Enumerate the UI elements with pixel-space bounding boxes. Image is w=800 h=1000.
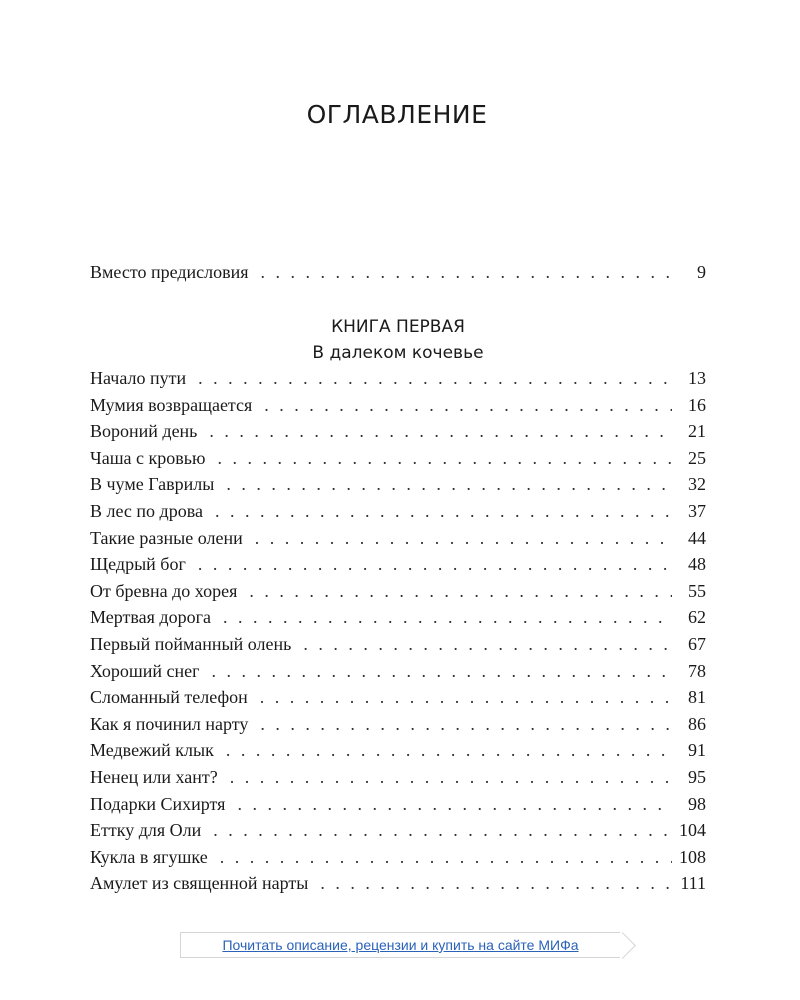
arrow-shape — [609, 932, 636, 959]
toc-entry-title: Медвежий клык — [90, 740, 214, 761]
toc-entry[interactable] — [90, 528, 706, 552]
toc-entry[interactable] — [90, 740, 706, 764]
toc-entry-title: В лес по дрова — [90, 501, 203, 521]
leader-dots — [249, 581, 672, 602]
toc-entry-page: 98 — [688, 793, 706, 814]
toc-entry-title: Вороний день — [90, 421, 198, 442]
toc-entry-page: 91 — [688, 740, 706, 761]
toc-entry-page: 37 — [688, 501, 706, 521]
leader-dots — [260, 714, 672, 735]
leader-dots — [220, 847, 672, 868]
toc-entry[interactable] — [90, 368, 706, 392]
toc-entry-page: 21 — [688, 421, 706, 442]
buy-link[interactable]: Почитать описание, рецензии и купить на сайте МИФа — [222, 937, 579, 953]
toc-entry-page: 81 — [688, 687, 706, 708]
leader-dots — [209, 421, 672, 442]
toc-entry[interactable] — [90, 421, 706, 445]
book-title: КНИГА ПЕРВАЯ — [331, 317, 465, 337]
toc-entry-title: Хороший снег — [90, 660, 200, 681]
toc-entry-title: В чуме Гаврилы — [90, 474, 215, 495]
toc-entry-title: Подарки Сихиртя — [90, 793, 226, 814]
toc-entry[interactable] — [90, 714, 706, 738]
toc-entry-page: 16 — [688, 394, 706, 415]
toc-entry-page: 111 — [680, 873, 706, 894]
toc-entry-page: 32 — [688, 474, 706, 495]
toc-entry[interactable] — [90, 794, 706, 818]
toc-entry-page: 67 — [688, 634, 706, 654]
toc-entry[interactable] — [90, 634, 706, 658]
footer-link-box[interactable] — [180, 932, 620, 958]
toc-entry-page: 86 — [688, 713, 706, 734]
toc-entry[interactable] — [90, 820, 706, 844]
toc-entry[interactable] — [90, 474, 706, 498]
leader-dots — [223, 607, 672, 628]
leader-dots — [255, 528, 672, 549]
leader-dots — [237, 794, 672, 815]
toc-entry[interactable] — [90, 767, 706, 791]
toc-entry-title: Амулет из священной нарты — [90, 873, 309, 894]
toc-entry-page: 78 — [688, 660, 706, 681]
toc-entry-title: Сломанный телефон — [90, 687, 248, 708]
leader-dots — [198, 554, 672, 575]
leader-dots — [261, 262, 672, 283]
leader-dots — [230, 767, 672, 788]
toc-entry-page: 13 — [688, 368, 706, 388]
toc-entry[interactable] — [90, 448, 706, 472]
toc-entry[interactable] — [90, 661, 706, 685]
toc-entry[interactable] — [90, 607, 706, 631]
toc-entry[interactable] — [90, 501, 706, 525]
toc-entry-title: Начало пути — [90, 368, 187, 388]
toc-entry-title: Мертвая дорога — [90, 607, 211, 628]
leader-dots — [260, 687, 672, 708]
toc-entry-preface[interactable] — [90, 262, 706, 286]
toc-entry[interactable] — [90, 873, 706, 897]
leader-dots — [212, 661, 673, 682]
toc-entry-page: 25 — [688, 447, 706, 468]
toc-entry[interactable] — [90, 581, 706, 605]
toc-entry-title: Еттку для Оли — [90, 820, 202, 841]
toc-entry-page: 55 — [688, 580, 706, 601]
toc-entry-page: 9 — [697, 262, 706, 282]
toc-entry-title: Мумия возвращается — [90, 394, 253, 415]
toc-entry[interactable] — [90, 687, 706, 711]
leader-dots — [213, 820, 672, 841]
leader-dots — [198, 368, 672, 389]
toc-entry-title: Ненец или хант? — [90, 767, 218, 787]
leader-dots — [264, 395, 672, 416]
toc-entry-title: От бревна до хорея — [90, 580, 238, 601]
toc-entry-page: 104 — [679, 820, 706, 841]
toc-entry[interactable] — [90, 847, 706, 871]
book-subtitle: В далеком кочевье — [312, 343, 484, 363]
toc-entry-title: Первый пойманный олень — [90, 634, 292, 654]
leader-dots — [217, 448, 672, 469]
leader-dots — [226, 740, 672, 761]
toc-entry-title: Такие разные олени — [90, 527, 243, 548]
toc-entry-title: Как я починил нарту — [90, 713, 249, 734]
toc-entry-page: 62 — [688, 607, 706, 628]
leader-dots — [226, 474, 672, 495]
toc-entry-page: 108 — [679, 846, 706, 867]
toc-entry[interactable] — [90, 395, 706, 419]
toc-entry-title: Вместо предисловия — [90, 262, 249, 282]
toc-entry[interactable] — [90, 554, 706, 578]
leader-dots — [215, 501, 672, 522]
page-title: ОГЛАВЛЕНИЕ — [306, 100, 488, 129]
toc-entry-page: 44 — [688, 527, 706, 548]
leader-dots — [303, 634, 672, 655]
toc-entry-title: Щедрый бог — [90, 554, 186, 575]
toc-entry-title: Чаша с кровью — [90, 447, 206, 468]
toc-entry-title: Кукла в ягушке — [90, 846, 208, 867]
toc-entry-page: 95 — [688, 767, 706, 787]
leader-dots — [320, 873, 672, 894]
toc-entry-page: 48 — [688, 554, 706, 575]
